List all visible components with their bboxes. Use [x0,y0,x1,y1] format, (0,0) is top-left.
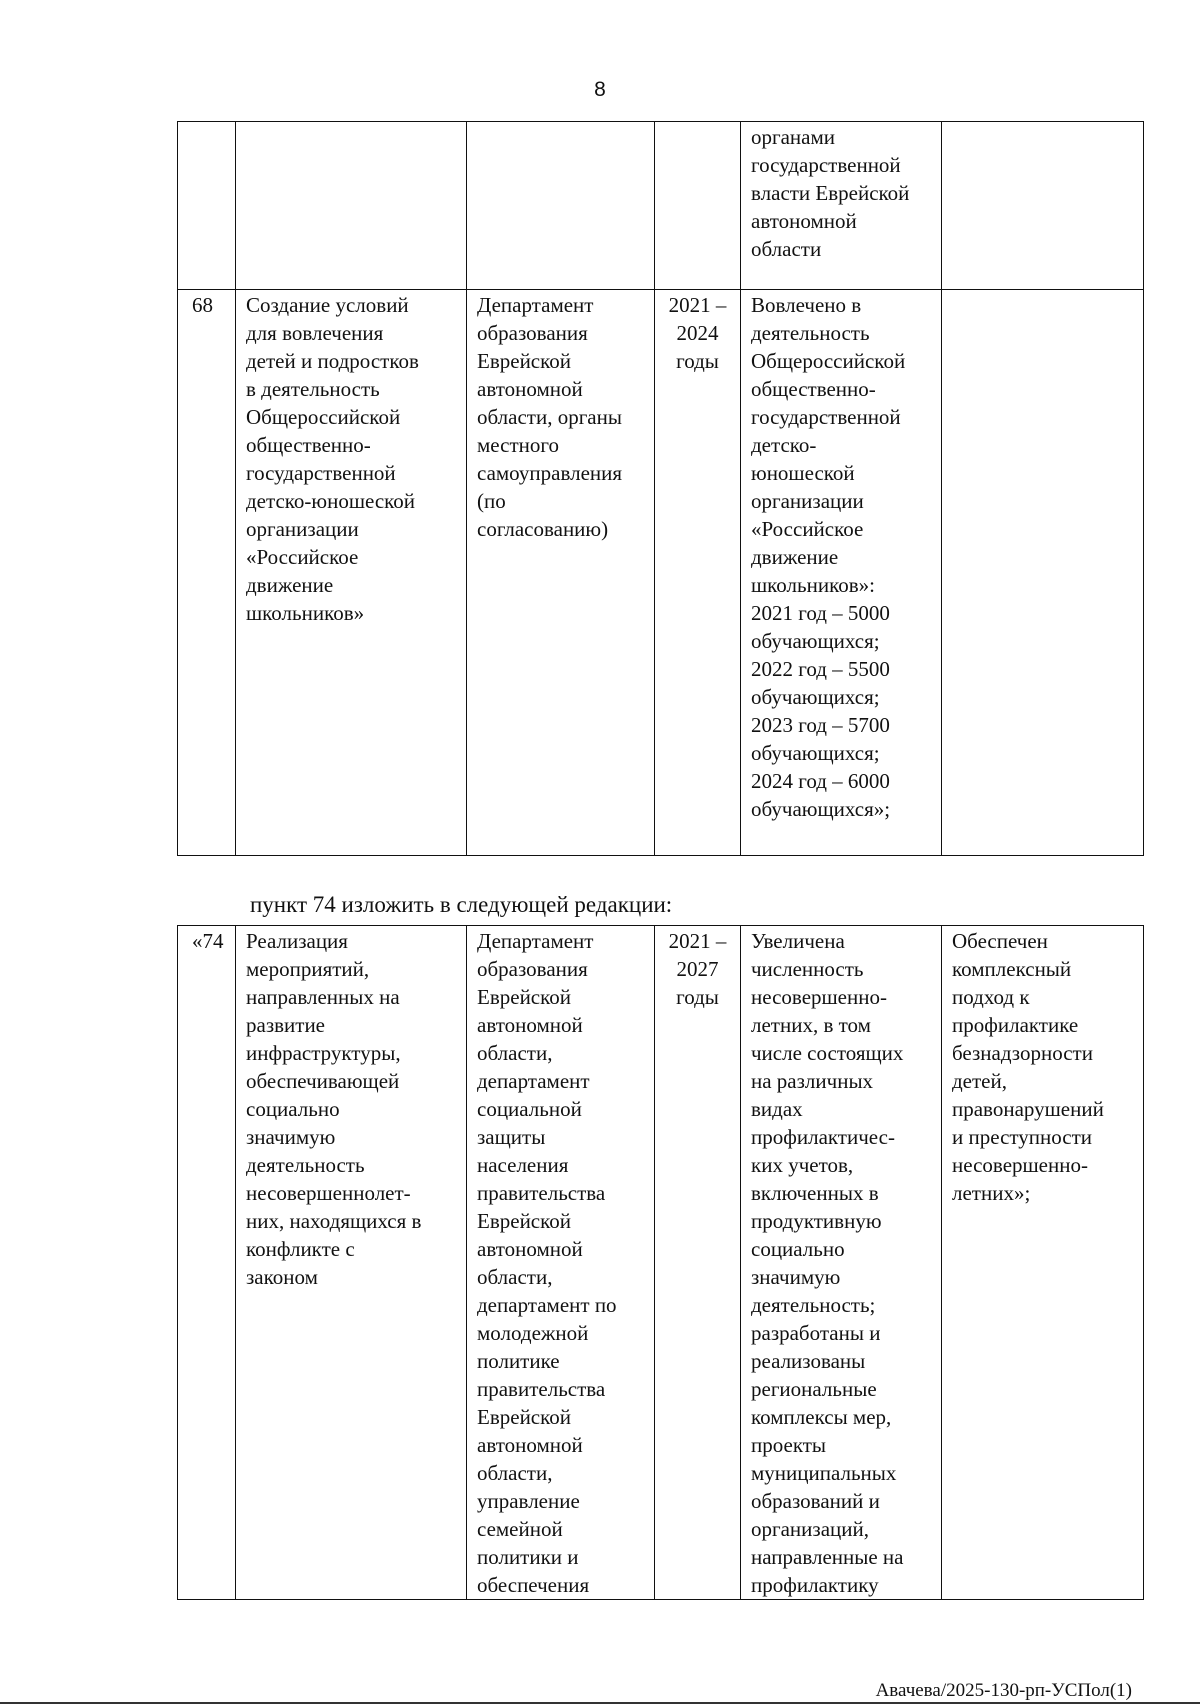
page-number: 8 [594,78,606,101]
cell-result: органами государственной власти Еврейской автономной области [741,122,942,290]
cell-activity: Создание условий для вовлечения детей и подростков в деятельность Общероссийской общественно- государственной детско-юношеской организации «Российское движение школьников» [236,290,467,856]
cell-years [655,122,741,290]
table-row [178,290,1144,856]
table-row [178,122,1144,290]
table-row [178,926,1144,1600]
cell-number [178,122,236,290]
plan-table-new-item [177,925,1144,1600]
cell-extra [942,122,1144,290]
amendment-instruction: пункт 74 изложить в следующей редакции: [250,892,673,917]
cell-years: 2021 – 2027 годы [655,926,741,1600]
cell-result: Увеличена численность несовершенно- летних, в том числе состоящих на различных видах профилактичес- ких учетов, включенных в продуктивную социально значимую деятельность; разработаны и реализованы региональные комплексы мер, проекты муниципальных образований и организаций, направленные на профилактику [741,926,942,1600]
cell-responsible: Департамент образования Еврейской автономной области, органы местного самоуправления (по согласованию) [467,290,655,856]
cell-activity [236,122,467,290]
cell-responsible [467,122,655,290]
plan-table-continued [177,121,1144,856]
cell-number: «74 [178,926,236,1600]
cell-number: 68 [178,290,236,856]
cell-result: Вовлечено в деятельность Общероссийской общественно- государственной детско- юношеской организации «Российское движение школьников»: 2021 год – 5000 обучающихся; 2022 год – 5500 обучающихся; 2023 год – 5700 обучающихся; 2024 год – 6000 обучающихся»; [741,290,942,856]
cell-extra [942,290,1144,856]
cell-responsible: Департамент образования Еврейской автономной области, департамент социальной защиты населения правительства Еврейской автономной области, департамент по молодежной политике правительства Еврейской автономной области, управление семейной политики и обеспечения [467,926,655,1600]
cell-activity: Реализация мероприятий, направленных на развитие инфраструктуры, обеспечивающей социально значимую деятельность несовершеннолет- них, находящихся в конфликте с законом [236,926,467,1600]
document-code: Авачева/2025-130-рп-УСПол(1) [875,1680,1132,1701]
cell-extra: Обеспечен комплексный подход к профилактике безнадзорности детей, правонарушений и преступности несовершенно- летних»; [942,926,1144,1600]
cell-years: 2021 – 2024 годы [655,290,741,856]
